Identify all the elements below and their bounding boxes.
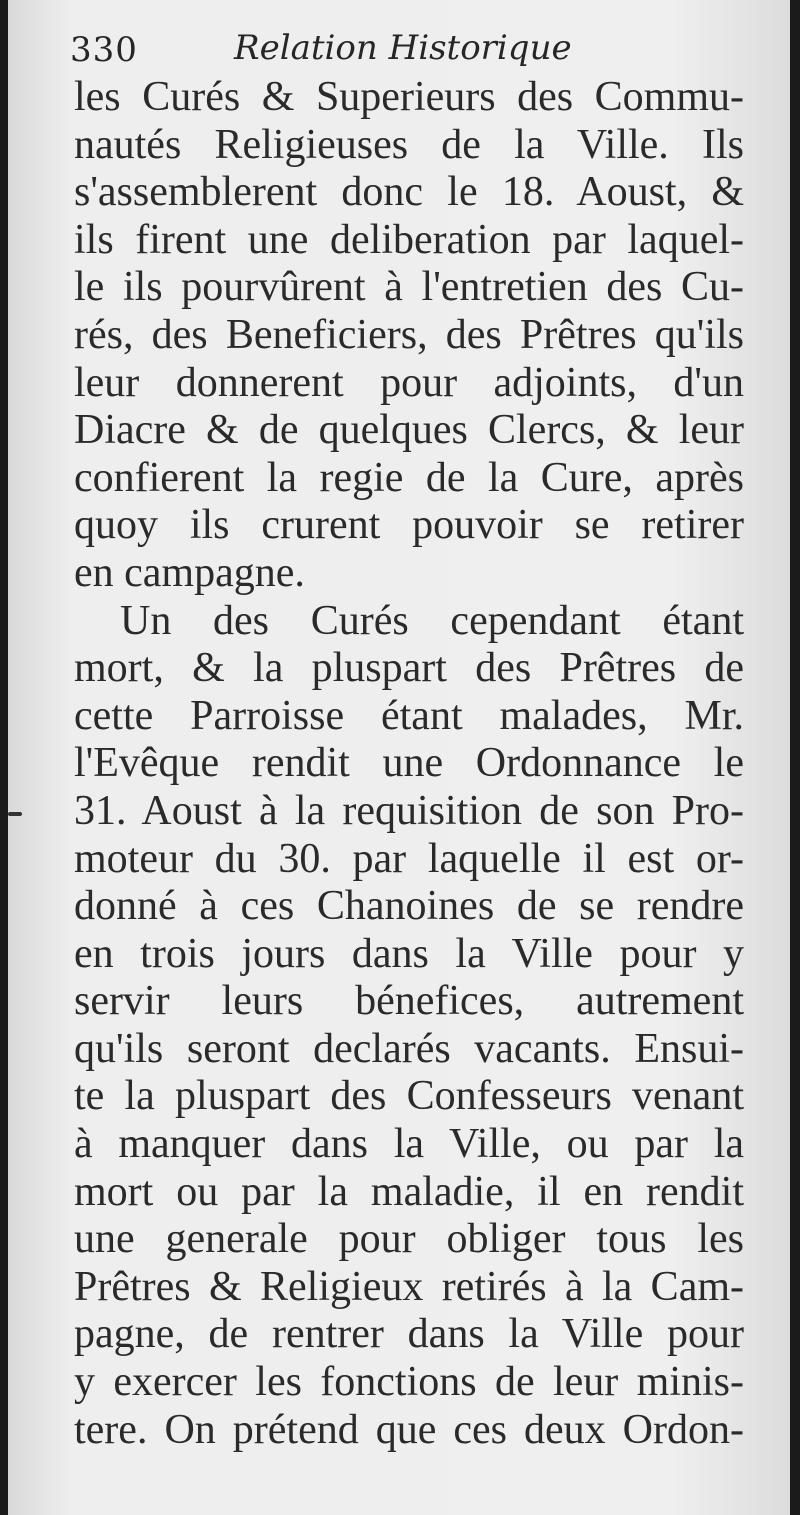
text-line: mort ou par la maladie, il en rendit — [74, 1168, 744, 1215]
text-line: nautés Religieuses de la Ville. Ils — [74, 121, 744, 168]
text-line: mort, & la pluspart des Prêtres de — [74, 645, 744, 692]
text-line: l'Evêque rendit une Ordonnance le — [74, 740, 744, 787]
text-line: moteur du 30. par laquelle il est or- — [74, 835, 744, 882]
text-line: 31. Aoust à la requisition de son Pro- — [74, 787, 744, 834]
page-number: 330 — [70, 30, 138, 70]
text-line: te la pluspart des Confesseurs venant — [74, 1073, 744, 1120]
text-line: à manquer dans la Ville, ou par la — [74, 1121, 744, 1168]
text-line: ils firent une deliberation par laquel- — [74, 216, 744, 263]
text-line: quoy ils crurent pouvoir se retirer — [74, 502, 744, 549]
text-line: tere. On prétend que ces deux Ordon- — [74, 1406, 744, 1453]
text-line: s'assemblerent donc le 18. Aoust, & — [74, 169, 744, 216]
text-line: confierent la regie de la Cure, après — [74, 454, 744, 501]
book-page — [8, 0, 790, 1515]
text-line: Un des Curés cependant étant — [120, 597, 744, 644]
body-text — [74, 74, 744, 1454]
text-line: qu'ils seront declarés vacants. Ensui- — [74, 1025, 744, 1072]
margin-mark — [8, 812, 22, 816]
text-line: en trois jours dans la Ville pour y — [74, 930, 744, 977]
text-line: pagne, de rentrer dans la Ville pour — [74, 1311, 744, 1358]
text-line: Diacre & de quelques Clercs, & leur — [74, 407, 744, 454]
page-header — [70, 28, 770, 76]
text-line: une generale pour obliger tous les — [74, 1216, 744, 1263]
text-line: y exercer les fonctions de leur minis- — [74, 1359, 744, 1406]
text-line: donné à ces Chanoines de se rendre — [74, 883, 744, 930]
running-head: Relation Historique — [234, 28, 572, 68]
text-line: le ils pourvûrent à l'entretien des Cu- — [74, 264, 744, 311]
text-line: cette Parroisse étant malades, Mr. — [74, 692, 744, 739]
text-line: en campagne. — [74, 549, 305, 596]
text-line: les Curés & Superieurs des Commu- — [74, 74, 744, 120]
text-line: leur donnerent pour adjoints, d'un — [74, 359, 744, 406]
text-line: rés, des Beneficiers, des Prêtres qu'ils — [74, 311, 744, 358]
text-line: Prêtres & Religieux retirés à la Cam- — [74, 1263, 744, 1310]
text-line: servir leurs bénefices, autrement — [74, 978, 744, 1025]
